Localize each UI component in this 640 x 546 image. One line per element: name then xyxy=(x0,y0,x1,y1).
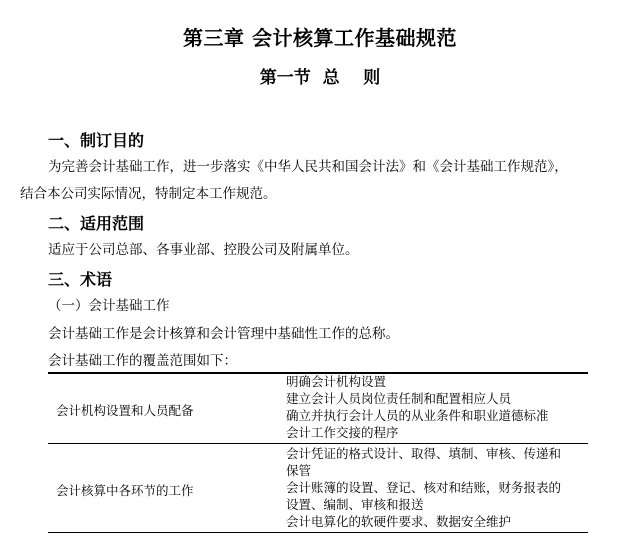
table-row-2-item: 设置、编制、审核和报送 xyxy=(286,497,424,512)
paragraph-purpose-line1: 为完善会计基础工作，进一步落实《中华人民共和国会计法》和《会计基础工作规范》， xyxy=(48,159,568,175)
table-row-2-item: 会计凭证的格式设计、取得、填制、审核、传递和 xyxy=(286,446,562,461)
paragraph-purpose-line2: 结合本公司实际情况，特制定本工作规范。 xyxy=(20,186,277,202)
heading-terms: 三、术语 xyxy=(48,270,113,289)
paragraph-scope: 适应于公司总部、各事业部、控股公司及附属单位。 xyxy=(48,242,359,258)
table-row-1-right xyxy=(286,373,586,441)
table-row-2-right xyxy=(286,445,586,530)
table-row-1-item: 确立并执行会计人员的从业条件和职业道德标准 xyxy=(286,408,549,423)
heading-scope: 二、适用范围 xyxy=(48,214,145,233)
sub-heading-accounting-basic-work: （一）会计基础工作 xyxy=(48,298,170,314)
chapter-title: 第三章 会计核算工作基础规范 xyxy=(183,26,457,50)
heading-purpose: 一、制订目的 xyxy=(48,131,145,150)
table-row-1-item: 会计工作交接的程序 xyxy=(286,425,399,440)
section-title: 第一节 总 则 xyxy=(259,68,381,88)
table-row-1-item: 明确会计机构设置 xyxy=(286,374,387,389)
table-bottom-rule xyxy=(48,532,588,533)
paragraph-definition: 会计基础工作是会计核算和会计管理中基础性工作的总称。 xyxy=(48,326,399,342)
table-row-1-item: 建立会计人员岗位责任制和配置相应人员 xyxy=(286,391,512,406)
table-row-1-left: 会计机构设置和人员配备 xyxy=(56,403,194,418)
table-row-divider xyxy=(48,443,588,444)
table-row-2-left: 会计核算中各环节的工作 xyxy=(56,483,194,498)
table-row-2-item: 会计账簿的设置、登记、核对和结账，财务报表的 xyxy=(286,480,562,495)
table-row-2-item: 会计电算化的软硬件要求、数据安全维护 xyxy=(286,514,512,529)
table-row-2-item: 保管 xyxy=(286,463,312,478)
paragraph-coverage-intro: 会计基础工作的覆盖范围如下： xyxy=(48,353,237,369)
